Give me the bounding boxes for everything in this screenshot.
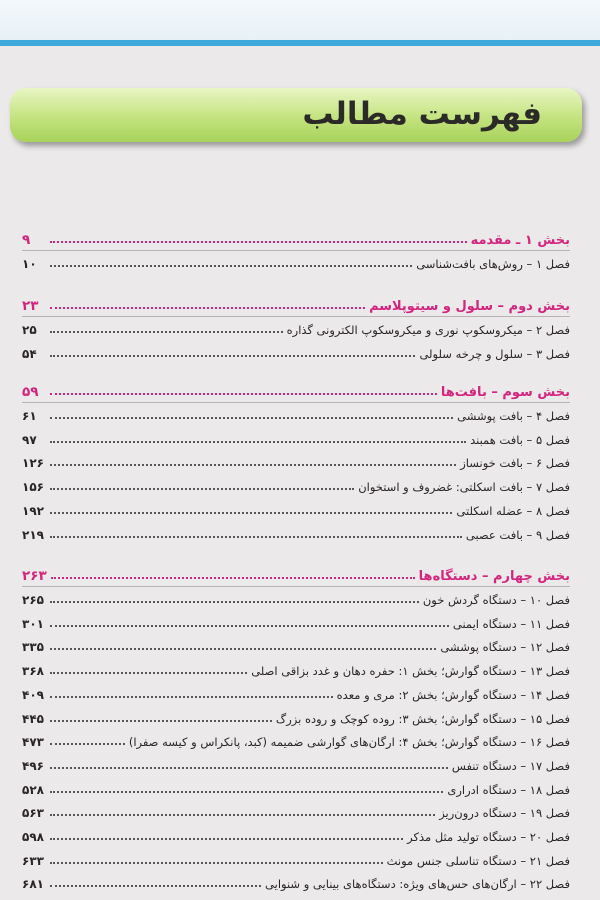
chapter-entry-page-number: ۵۲۸ xyxy=(22,782,44,797)
chapter-entry[interactable] xyxy=(22,251,570,271)
dot-leader xyxy=(50,766,448,769)
chapter-entry-page-number: ۵۹۸ xyxy=(22,830,44,844)
chapter-entry-label: فصل ۶ – بافت خونساز xyxy=(460,456,570,471)
dot-leader xyxy=(50,719,272,722)
chapter-entry-label: فصل ۱۰ – دستگاه گردش خون xyxy=(422,593,570,607)
section-heading[interactable] xyxy=(22,378,570,400)
chapter-entry[interactable] xyxy=(22,587,570,607)
section-heading[interactable] xyxy=(22,226,570,248)
dot-leader xyxy=(50,463,456,466)
chapter-entry[interactable] xyxy=(22,498,570,518)
chapter-entry-page-number: ۲۶۵ xyxy=(22,593,44,607)
section-heading-page-number: ۹ xyxy=(22,232,31,248)
chapter-entry[interactable] xyxy=(22,450,570,470)
dot-leader xyxy=(50,416,453,419)
chapter-entry[interactable] xyxy=(22,634,570,654)
chapter-entry-page-number: ۹۷ xyxy=(22,432,37,447)
dot-leader xyxy=(50,306,365,309)
chapter-entry[interactable] xyxy=(22,341,570,361)
chapter-entry-page-number: ۴۹۶ xyxy=(22,758,44,773)
chapter-entry[interactable] xyxy=(22,753,570,773)
chapter-entry-label: فصل ۱ – روش‌های بافت‌شناسی xyxy=(416,257,570,271)
chapter-entry-page-number: ۱۵۶ xyxy=(22,480,44,495)
section-heading-label: بخش دوم – سلول و سیتوپلاسم xyxy=(369,299,570,314)
chapter-entry-page-number: ۵۴ xyxy=(22,346,37,361)
chapter-entry-page-number: ۱۹۲ xyxy=(22,503,44,518)
dot-leader xyxy=(50,440,466,443)
chapter-entry-label: فصل ۹ – بافت عصبی xyxy=(465,527,570,542)
chapter-entry[interactable] xyxy=(22,706,570,726)
chapter-entry-page-number: ۶۱ xyxy=(22,409,37,423)
section-heading-page-number: ۲۶۳ xyxy=(22,568,47,584)
chapter-entry-page-number: ۵۶۳ xyxy=(22,806,44,821)
dot-leader xyxy=(50,790,443,793)
chapter-entry[interactable] xyxy=(22,800,570,820)
dot-leader xyxy=(50,330,283,333)
chapter-entry-label: فصل ۱۷ – دستگاه تنفس xyxy=(451,758,570,773)
chapter-entry-page-number: ۳۳۵ xyxy=(22,640,44,655)
section-heading-label: بخش سوم – بافت‌ها xyxy=(440,385,570,400)
chapter-entry-page-number: ۶۸۱ xyxy=(22,877,44,892)
dot-leader xyxy=(50,240,467,243)
chapter-entry-label: فصل ۲ – میکروسکوپ نوری و میکروسکوپ الکترونی گذاره xyxy=(286,323,570,337)
chapter-entry-page-number: ۲۱۹ xyxy=(22,527,44,542)
chapter-entry-label: فصل ۲۲ – ارگان‌های حس‌های ویژه: دستگاه‌های بینایی و شنوایی xyxy=(265,877,570,892)
chapter-entry-label: فصل ۵ – بافت همبند xyxy=(470,432,570,447)
chapter-entry-label: فصل ۸ – عضله اسکلتی xyxy=(456,503,570,518)
dot-leader xyxy=(50,392,437,395)
chapter-entry-page-number: ۱۲۶ xyxy=(22,456,44,471)
chapter-entry-label: فصل ۷ – بافت اسکلتی: غضروف و استخوان xyxy=(358,480,570,495)
chapter-entry-label: فصل ۲۰ – دستگاه تولید مثل مذکر xyxy=(407,830,570,844)
chapter-entry-label: فصل ۱۱ – دستگاه ایمنی xyxy=(452,616,570,631)
dot-leader xyxy=(50,813,435,816)
dot-leader xyxy=(50,647,436,650)
chapter-entry[interactable] xyxy=(22,611,570,631)
chapter-entry-label: فصل ۳ – سلول و چرخه سلولی xyxy=(419,346,570,361)
section-heading-label: بخش ۱ ـ مقدمه xyxy=(470,233,570,248)
section-heading-page-number: ۲۳ xyxy=(22,298,39,314)
chapter-entry-label: فصل ۴ – بافت پوششی xyxy=(457,409,570,423)
chapter-entry-page-number: ۴۷۳ xyxy=(22,735,44,750)
dot-leader xyxy=(50,600,419,603)
chapter-entry-label: فصل ۱۹ – دستگاه درون‌ریز xyxy=(439,806,570,821)
chapter-entry-page-number: ۳۶۸ xyxy=(22,664,44,679)
chapter-entry-label: فصل ۱۸ – دستگاه ادراری xyxy=(447,782,570,797)
dot-leader xyxy=(50,624,449,627)
chapter-entry[interactable] xyxy=(22,427,570,447)
section-heading[interactable] xyxy=(22,292,570,314)
dot-leader xyxy=(51,576,415,579)
chapter-entry-label: فصل ۱۳ – دستگاه گوارش؛ بخش ۱: حفره دهان و غدد بزاقی اصلی xyxy=(251,664,570,679)
chapter-entry[interactable] xyxy=(22,682,570,702)
dot-leader xyxy=(50,487,354,490)
chapter-entry[interactable] xyxy=(22,848,570,868)
chapter-entry-page-number: ۶۳۳ xyxy=(22,853,44,868)
chapter-entry-label: فصل ۲۱ – دستگاه تناسلی جنس مونث xyxy=(386,853,570,868)
chapter-entry[interactable] xyxy=(22,474,570,494)
chapter-entry-page-number: ۳۰۱ xyxy=(22,616,44,631)
dot-leader xyxy=(50,861,383,864)
chapter-entry-page-number: ۲۵ xyxy=(22,323,37,337)
chapter-entry[interactable] xyxy=(22,658,570,678)
dot-leader xyxy=(50,535,462,538)
dot-leader xyxy=(50,671,247,674)
dot-leader xyxy=(50,742,125,745)
chapter-entry[interactable] xyxy=(22,871,570,891)
chapter-entry-page-number: ۴۰۹ xyxy=(22,687,44,702)
section-heading[interactable] xyxy=(22,562,570,584)
dot-leader xyxy=(50,837,403,840)
dot-leader xyxy=(50,511,452,514)
dot-leader xyxy=(50,354,415,357)
chapter-entry[interactable] xyxy=(22,777,570,797)
dot-leader xyxy=(50,264,412,267)
chapter-entry-label: فصل ۱۶ – دستگاه گوارش؛ بخش ۴: ارگان‌های گوارشی ضمیمه (کبد، پانکراس و کیسه صفرا) xyxy=(128,735,570,750)
chapter-entry[interactable] xyxy=(22,729,570,749)
chapter-entry-page-number: ۱۰ xyxy=(22,257,37,271)
chapter-entry[interactable] xyxy=(22,522,570,542)
page-title: فهرست مطالب xyxy=(302,96,542,132)
chapter-entry-label: فصل ۱۴ – دستگاه گوارش؛ بخش ۲: مری و معده xyxy=(336,687,570,702)
chapter-entry[interactable] xyxy=(22,824,570,844)
chapter-entry[interactable] xyxy=(22,317,570,337)
chapter-entry-label: فصل ۱۵ – دستگاه گوارش؛ بخش ۳: روده کوچک و روده بزرگ xyxy=(275,711,570,726)
chapter-entry-label: فصل ۱۲ – دستگاه پوششی xyxy=(440,640,570,655)
section-heading-label: بخش چهارم – دستگاه‌ها xyxy=(418,569,570,584)
chapter-entry-page-number: ۴۴۵ xyxy=(22,711,44,726)
dot-leader xyxy=(50,884,261,887)
chapter-entry[interactable] xyxy=(22,403,570,423)
dot-leader xyxy=(50,695,333,698)
section-heading-page-number: ۵۹ xyxy=(22,384,39,400)
